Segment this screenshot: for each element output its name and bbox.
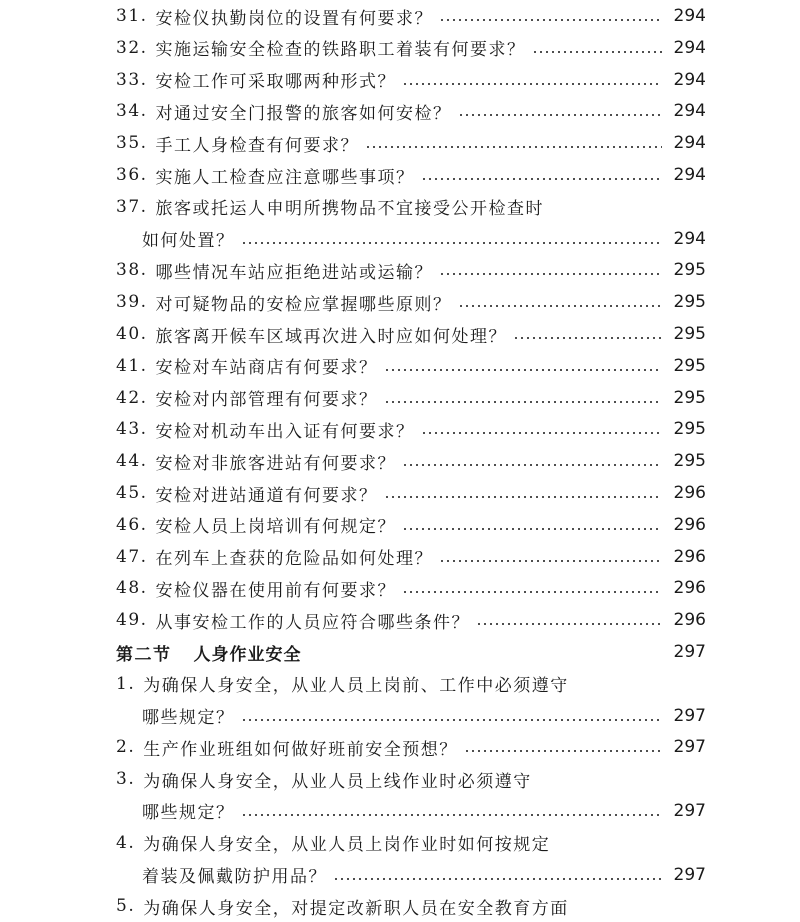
toc-entry-title: 为确保人身安全，从业人员上岗作业时如何按规定 <box>143 835 551 856</box>
dot-leader <box>241 242 663 244</box>
toc-entry-number: 48. <box>116 578 148 599</box>
toc-entry[interactable] <box>116 445 706 477</box>
toc-page-number: 297 <box>673 705 706 726</box>
toc-page-number: 294 <box>673 37 706 58</box>
toc-entry-title: 安检对内部管理有何要求？ <box>155 390 378 411</box>
toc-entry-line <box>116 541 706 573</box>
toc-entry[interactable] <box>116 191 706 255</box>
toc-page-number: 295 <box>673 355 706 376</box>
toc-page-number: 297 <box>673 737 706 758</box>
toc-entry-line <box>116 254 706 286</box>
toc-entry[interactable] <box>116 890 706 922</box>
toc-entry-line <box>116 509 706 541</box>
toc-entry-title: 对通过安全门报警的旅客如何安检？ <box>155 103 452 124</box>
toc-entry-number: 44. <box>116 451 148 472</box>
toc-page-number: 294 <box>673 133 706 154</box>
toc-entry[interactable] <box>116 318 706 350</box>
toc-entry-title: 安检对非旅客进站有何要求？ <box>155 453 397 474</box>
dot-leader <box>241 719 663 721</box>
toc-entry-title: 为确保人身安全，从业人员上线作业时必须遵守 <box>143 771 532 792</box>
toc-entry-number: 43. <box>116 419 148 440</box>
toc-page-number: 296 <box>673 483 706 503</box>
toc-page-number: 294 <box>673 101 706 122</box>
dot-leader <box>532 51 662 53</box>
toc-entry-line <box>116 859 706 891</box>
toc-entry-line <box>116 382 706 414</box>
toc-entry-line <box>116 572 706 604</box>
toc-entry-title: 手工人身检查有何要求？ <box>155 135 360 156</box>
toc-entry-line <box>116 127 706 159</box>
dot-leader <box>241 814 663 816</box>
toc-entry-number: 34. <box>116 101 148 122</box>
dot-leader <box>384 369 662 371</box>
toc-entry[interactable] <box>116 763 706 827</box>
toc-entry[interactable] <box>116 32 706 64</box>
dot-leader <box>402 464 662 466</box>
toc-entry-line <box>116 0 706 32</box>
dot-leader <box>421 178 662 180</box>
toc-entry-number: 2. <box>116 737 136 758</box>
toc-entry-line <box>116 668 706 700</box>
toc-entry-line <box>116 445 706 477</box>
toc-entry-number: 31. <box>116 6 148 26</box>
toc-entry-number: 46. <box>116 514 148 535</box>
toc-entry-number: 41. <box>116 355 148 376</box>
toc-page-number: 295 <box>673 451 706 472</box>
dot-leader <box>439 273 662 275</box>
toc-entry[interactable] <box>116 350 706 382</box>
toc-entry-title: 旅客或托运人申明所携物品不宜接受公开检查时 <box>155 199 545 220</box>
toc-entry-number: 37. <box>116 196 148 217</box>
toc-entry-title: 哪些规定？ <box>142 708 235 729</box>
toc-entry-number: 47. <box>116 546 148 567</box>
toc-entry[interactable] <box>116 254 706 286</box>
toc-entry-line <box>116 477 706 509</box>
toc-entry[interactable] <box>116 604 706 636</box>
toc-entry[interactable] <box>116 95 706 127</box>
toc-entry-number: 4. <box>116 832 136 853</box>
toc-entry-number: 39. <box>116 292 148 313</box>
dot-leader <box>384 496 662 498</box>
toc-entry-line <box>116 191 706 223</box>
toc-entry-line <box>116 95 706 127</box>
toc-page-number: 295 <box>673 387 706 408</box>
dot-leader <box>458 305 662 307</box>
toc-entry-number: 36. <box>116 165 148 185</box>
toc-entry-line <box>116 413 706 445</box>
toc-page-number: 295 <box>673 260 706 281</box>
toc-entry-line <box>116 890 706 922</box>
dot-leader <box>333 878 662 880</box>
toc-page-number: 297 <box>673 864 706 885</box>
toc-entry[interactable] <box>116 668 706 732</box>
toc-entry[interactable] <box>116 0 706 32</box>
toc-entry-number: 33. <box>116 69 148 90</box>
toc-entry-title: 对可疑物品的安检应掌握哪些原则？ <box>155 294 452 315</box>
toc-page-number: 294 <box>673 69 706 90</box>
dot-leader <box>402 83 662 85</box>
dot-leader <box>402 528 662 530</box>
toc-entry-line <box>116 827 706 859</box>
toc-entry-title: 哪些情况车站应拒绝进站或运输？ <box>155 262 434 283</box>
dot-leader <box>421 432 662 434</box>
toc-entry[interactable] <box>116 509 706 541</box>
toc-entry-number: 40. <box>116 324 148 344</box>
toc-entry-line <box>116 159 706 191</box>
toc-entry-title: 如何处置？ <box>142 231 235 252</box>
toc-entry-title: 从事安检工作的人员应符合哪些条件？ <box>155 612 471 633</box>
toc-entry-title: 旅客离开候车区域再次进入时应如何处理？ <box>155 326 508 347</box>
toc-page-number: 294 <box>673 228 706 249</box>
toc-entry-title: 生产作业班组如何做好班前安全预想？ <box>143 739 458 760</box>
toc-entry-number: 32. <box>116 37 148 58</box>
toc-page-number: 297 <box>673 642 706 662</box>
dot-leader <box>458 114 662 116</box>
toc-entry[interactable] <box>116 413 706 445</box>
toc-entry-number: 45. <box>116 483 148 503</box>
toc-section-line <box>116 636 706 668</box>
toc-entry-title: 安检对进站通道有何要求？ <box>155 485 378 506</box>
toc-entry-number: 1. <box>116 673 136 694</box>
dot-leader <box>513 337 662 339</box>
toc-entry-number: 3. <box>116 769 136 790</box>
toc-entry-title: 实施人工检查应注意哪些事项？ <box>155 167 415 188</box>
toc-entry-title: 安检人员上岗培训有何规定？ <box>155 517 397 538</box>
toc-section-heading[interactable] <box>116 636 706 668</box>
toc-entry-title: 实施运输安全检查的铁路职工着装有何要求？ <box>155 40 526 61</box>
toc-entry-title: 为确保人身安全，对提定改新职人员在安全教育方面 <box>143 898 569 919</box>
toc-page-number: 295 <box>673 324 706 344</box>
toc-entry-line <box>116 700 706 732</box>
toc-page-number: 297 <box>673 800 706 821</box>
toc-entry[interactable] <box>116 159 706 191</box>
dot-leader <box>402 591 662 593</box>
toc-entry-title: 哪些规定？ <box>142 803 235 824</box>
toc-entry-title: 安检对机动车出入证有何要求？ <box>155 421 415 442</box>
dot-leader <box>464 750 662 752</box>
toc-entry-line <box>116 286 706 318</box>
toc-entry-line <box>116 64 706 96</box>
toc-entry-title: 安检仪器在使用前有何要求？ <box>155 580 397 601</box>
toc-page-number: 295 <box>673 419 706 440</box>
toc-entry-number: 38. <box>116 260 148 281</box>
toc-entry[interactable] <box>116 827 706 891</box>
dot-leader <box>439 19 662 21</box>
toc-page-number: 296 <box>673 578 706 599</box>
toc-entry-line <box>116 604 706 636</box>
toc-entry-number: 35. <box>116 133 148 154</box>
toc-entry[interactable] <box>116 572 706 604</box>
toc-page-number: 296 <box>673 610 706 631</box>
toc-entry-line <box>116 318 706 350</box>
dot-leader <box>365 146 662 148</box>
toc-page-number: 294 <box>673 165 706 185</box>
toc-entry[interactable] <box>116 731 706 763</box>
toc-entry-title: 安检工作可采取哪两种形式？ <box>155 72 397 93</box>
toc-entry[interactable] <box>116 382 706 414</box>
toc-entry-title: 为确保人身安全，从业人员上岗前、工作中必须遵守 <box>143 676 569 697</box>
toc-entry[interactable] <box>116 477 706 509</box>
toc-page-number: 295 <box>673 292 706 313</box>
dot-leader <box>384 401 662 403</box>
toc-page-number: 294 <box>673 6 706 26</box>
toc-page-number: 296 <box>673 546 706 567</box>
toc-entry-title: 安检对车站商店有何要求？ <box>155 358 378 379</box>
toc-entry[interactable] <box>116 541 706 573</box>
toc-entry-line <box>116 223 706 255</box>
dot-leader <box>439 560 662 562</box>
toc-entry[interactable] <box>116 286 706 318</box>
toc-entry-line <box>116 731 706 763</box>
toc-entry-line <box>116 32 706 64</box>
toc-page-number: 296 <box>673 514 706 535</box>
toc-entry[interactable] <box>116 64 706 96</box>
toc-entry-title: 在列车上查获的危险品如何处理？ <box>155 549 434 570</box>
toc-entry-line <box>116 350 706 382</box>
toc-entry-line <box>116 795 706 827</box>
section-label: 第二节 <box>116 644 172 665</box>
section-title: 人身作业安全 <box>193 644 302 665</box>
toc-entry[interactable] <box>116 127 706 159</box>
toc-entry-line <box>116 763 706 795</box>
toc-entry-title: 着装及佩戴防护用品？ <box>142 867 327 888</box>
toc-entry-number: 5. <box>116 896 136 917</box>
toc-entry-title: 安检仪执勤岗位的设置有何要求？ <box>155 8 434 29</box>
toc-entry-number: 42. <box>116 387 148 408</box>
dot-leader <box>476 623 662 625</box>
toc-entry-number: 49. <box>116 610 148 631</box>
